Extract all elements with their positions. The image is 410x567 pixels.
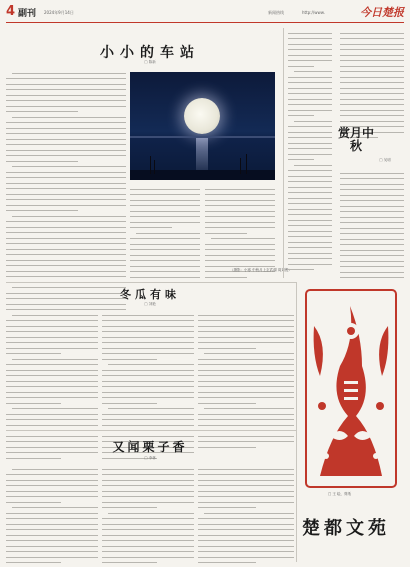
poem-body	[340, 168, 404, 278]
papercut-caption: □ 王 绘，剪纸	[328, 492, 352, 496]
article-body	[6, 310, 98, 459]
photo-caption: （摄影：小寒 中秋月上玄武湖 周刘俊）	[230, 268, 292, 272]
poem-body	[288, 28, 332, 270]
article-body	[198, 310, 294, 448]
section-name: 副刊	[18, 9, 37, 19]
article-title: 又闻栗子香	[112, 440, 188, 454]
article-body	[102, 310, 194, 459]
article-author: □ 李林	[144, 456, 156, 460]
header-url: http://www.	[302, 10, 325, 15]
issue-date: 2024年9月14日	[44, 10, 74, 15]
article-body	[6, 68, 126, 310]
article-body	[205, 184, 275, 278]
page-number: 4	[6, 4, 16, 19]
papercut-artwork	[300, 286, 402, 491]
article-title: 小小的车站	[100, 45, 200, 61]
poem-author: □ 吴明	[379, 158, 391, 162]
header-hotline: 新闻热线	[268, 10, 284, 15]
moon-photo	[130, 72, 275, 180]
article-title: 冬瓜有味	[120, 288, 180, 301]
masthead-logo: 今日楚报	[360, 6, 404, 19]
poem-title: 赏月中秋	[337, 126, 374, 153]
page-header	[6, 4, 404, 23]
article-body	[130, 184, 200, 283]
article-author: □ 刘艳	[144, 302, 156, 306]
article-body	[6, 464, 98, 563]
column-title: 楚都文苑	[302, 518, 390, 539]
moon-image	[184, 98, 220, 134]
column-footer	[300, 500, 406, 554]
poem-body	[340, 28, 404, 138]
article-author: □ 陈新	[144, 60, 156, 64]
article-body	[102, 464, 194, 563]
article-body	[198, 464, 294, 563]
